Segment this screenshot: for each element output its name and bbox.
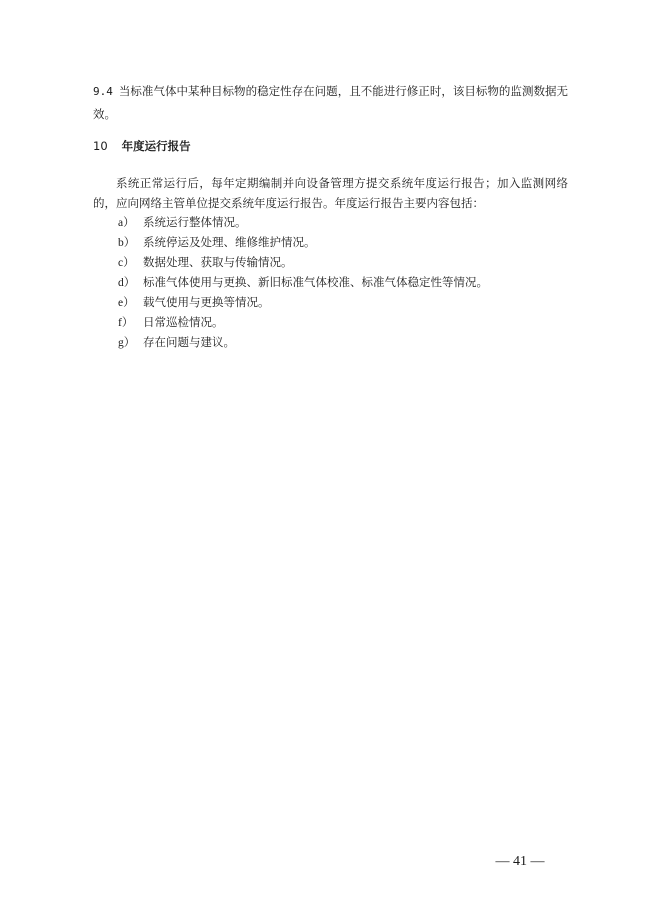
list-item	[118, 332, 488, 352]
list-item-text: 系统停运及处理、维修维护情况。	[143, 235, 316, 249]
list-item-marker: c）	[118, 257, 135, 269]
list-item	[118, 212, 488, 232]
list-item-marker: g）	[118, 337, 136, 349]
clause-number: 9.4	[93, 85, 113, 98]
list-item-marker: a）	[118, 217, 135, 229]
section-number: 10	[93, 139, 108, 153]
list-item-text: 标准气体使用与更换、新旧标准气体校准、标准气体稳定性等情况。	[143, 275, 488, 289]
report-contents-list	[118, 212, 488, 352]
list-item-marker: f）	[118, 317, 134, 329]
clause-9-4	[93, 80, 568, 125]
list-item	[118, 252, 488, 272]
section-intro-paragraph: 系统正常运行后，每年定期编制并向设备管理方提交系统年度运行报告；加入监测网络的，应向网络主管单位提交系统年度运行报告。年度运行报告主要内容包括：	[93, 176, 568, 210]
list-item-text: 载气使用与更换等情况。	[143, 295, 270, 309]
list-item-marker: d）	[118, 277, 136, 289]
list-item	[118, 232, 488, 252]
list-item	[118, 292, 488, 312]
list-item	[118, 272, 488, 292]
list-item	[118, 312, 488, 332]
list-item-text: 日常巡检情况。	[143, 315, 224, 329]
list-item-marker: e）	[118, 297, 135, 309]
clause-text: 当标准气体中某种目标物的稳定性存在问题，且不能进行修正时，该目标物的监测数据无效。	[93, 84, 568, 121]
list-item-text: 存在问题与建议。	[143, 335, 235, 349]
section-title: 年度运行报告	[121, 139, 191, 153]
section-heading	[93, 136, 191, 156]
list-item-marker: b）	[118, 237, 136, 249]
list-item-text: 数据处理、获取与传输情况。	[143, 255, 293, 269]
list-item-text: 系统运行整体情况。	[143, 215, 247, 229]
page-number: — 41 —	[495, 854, 545, 869]
